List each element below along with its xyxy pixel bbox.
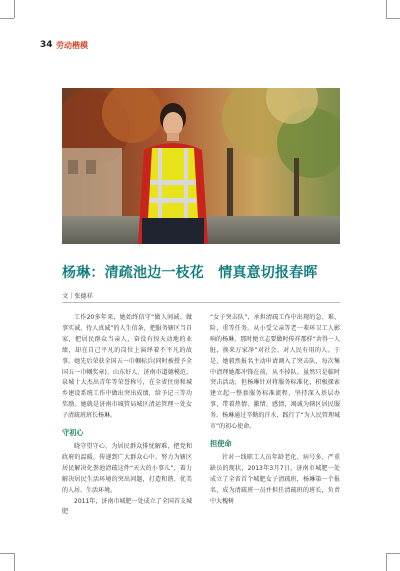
crop-mark-tr-v	[386, 0, 387, 18]
crop-mark-bl-h	[0, 553, 14, 554]
article-photo	[62, 88, 340, 244]
crop-mark-tr-h	[386, 18, 400, 19]
crop-mark-tl-v	[14, 0, 15, 18]
crop-mark-br-h	[386, 553, 400, 554]
body-paragraph: 针对一线职工人员年龄老化、病号多、严重缺员的现状，2013年3月7日，济南市城肥一处成立了全省首个城肥女子清疏班，杨琳第一个报名，成为清疏班一员并担任清疏班的班长，负责中大槐树	[210, 453, 340, 505]
crop-mark-tl-h	[0, 18, 14, 19]
body-paragraph: 工作20多年来，她始终信守“做人间诚、做事实诚、待人真诚”的人生信条，把服务辖区当自家，把居民群众当亲人，奋没有惊天动地的业绩，却在自己平凡的岗位上演绎着不平凡的故事。她先后荣获全国五一巾帼标兵(同时被授予全国五一巾帼奖章)、山东好人、济南市道德模范、泉城十大杰出青年等荣誉称号，在全省住房和城乡建设系统工作中做出突出成绩，给予记三等功奖励。她就是济南市城管局城区清运管理一处女子清疏班班长杨琳。	[62, 314, 192, 420]
page-number: 34	[40, 40, 53, 50]
left-column	[62, 313, 192, 518]
body-paragraph: “女子突击队”，承担清疏工作中出现的急、难、险、重等任务。从小受父亲等老一辈环卫工人影响的杨琳，那时便立志要做时传祥那样“舍得一人脏，换来万家净”对社会、对人民有用的人。于是，她毅然报名主动申请调入了突击队，每次集中清理她都冲锋在前，从不掉队。虽然只是临时突击活动，但杨琳针对将服务标准化，积极探索建立起一整套服务标准流程，坚持深入基层办事，带着热情、激情、感情，竭诚为辖区居民服务。杨琳通过辛勤的汗水，践行了“为人民管理城市”的初心使命。	[210, 314, 340, 431]
article-byline: 文｜张德祥	[62, 293, 93, 300]
subheading-shou-chuxin: 守初心	[62, 428, 84, 438]
body-paragraph: 晓守望守心，为居民群众排忧解难，把党和政府的温暖，传递到广大群众心中。努力为辖区居民解决化粪池清疏这件“天大的小事儿”，着力解决居民生活环境的突出问题，打造和谐、优美的人居、生活环境。	[62, 442, 192, 494]
crop-mark-br-v	[386, 553, 387, 571]
title-divider	[62, 302, 340, 303]
article-title: 杨琳：清疏池边一枝花 情真意切报春晖	[62, 265, 318, 281]
right-column	[210, 313, 340, 507]
crop-mark-bl-v	[14, 553, 15, 571]
subheading-dan-shiming: 担使命	[210, 438, 232, 448]
body-paragraph: 2011年，济南市城肥一处成立了全国首支城肥	[62, 497, 192, 516]
section-name: 劳动楷模	[56, 41, 88, 50]
photo-illustration	[62, 88, 340, 244]
